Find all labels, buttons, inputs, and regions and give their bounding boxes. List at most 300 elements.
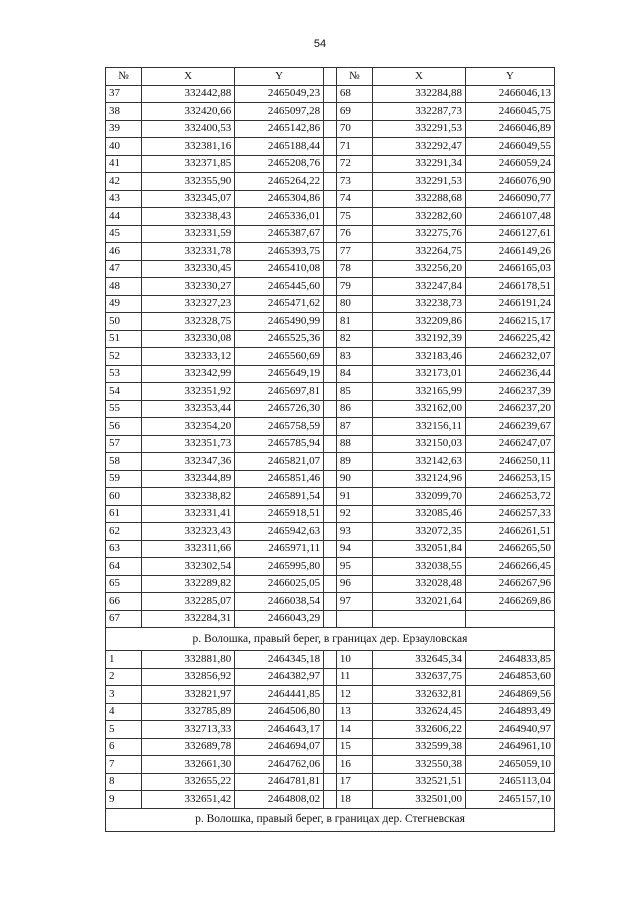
point-number: 87 (336, 418, 372, 436)
column-gap (324, 155, 337, 173)
column-gap (324, 225, 337, 243)
section-title-row (106, 808, 555, 831)
y-coordinate: 2465157,10 (466, 791, 555, 809)
column-gap (324, 773, 337, 791)
table-row (106, 173, 555, 191)
table-row (106, 505, 555, 523)
column-gap (324, 610, 337, 628)
table-row (106, 278, 555, 296)
column-gap (324, 488, 337, 506)
table-row (106, 155, 555, 173)
x-coordinate: 332637,75 (372, 668, 465, 686)
y-coordinate: 2466265,50 (466, 540, 555, 558)
y-coordinate: 2466107,48 (466, 208, 555, 226)
point-number: 45 (106, 225, 142, 243)
y-coordinate: 2466225,42 (466, 330, 555, 348)
table-row (106, 453, 555, 471)
x-coordinate: 332351,73 (142, 435, 235, 453)
y-coordinate: 2465113,04 (466, 773, 555, 791)
column-gap (324, 791, 337, 809)
y-coordinate: 2464506,80 (235, 703, 324, 721)
y-coordinate: 2465049,23 (235, 85, 324, 103)
y-coordinate: 2466025,05 (235, 575, 324, 593)
x-coordinate: 332256,20 (372, 260, 465, 278)
table-row (106, 348, 555, 366)
table-row (106, 610, 555, 628)
table-row (106, 651, 555, 669)
y-coordinate: 2465697,81 (235, 383, 324, 401)
x-coordinate: 332291,34 (372, 155, 465, 173)
x-coordinate: 332606,22 (372, 721, 465, 739)
point-number: 58 (106, 453, 142, 471)
point-number: 55 (106, 400, 142, 418)
column-gap (324, 313, 337, 331)
column-gap (324, 85, 337, 103)
y-coordinate: 2466257,33 (466, 505, 555, 523)
x-coordinate: 332521,51 (372, 773, 465, 791)
column-gap (324, 470, 337, 488)
point-number: 91 (336, 488, 372, 506)
y-coordinate: 2464940,97 (466, 721, 555, 739)
y-coordinate: 2465649,19 (235, 365, 324, 383)
y-coordinate: 2466266,45 (466, 558, 555, 576)
y-coordinate: 2465851,46 (235, 470, 324, 488)
y-coordinate: 2465142,86 (235, 120, 324, 138)
point-number: 84 (336, 365, 372, 383)
x-coordinate: 332247,84 (372, 278, 465, 296)
x-coordinate: 332371,85 (142, 155, 235, 173)
x-coordinate: 332333,12 (142, 348, 235, 366)
point-number: 90 (336, 470, 372, 488)
y-coordinate: 2465758,59 (235, 418, 324, 436)
y-coordinate: 2466269,86 (466, 593, 555, 611)
column-gap (324, 453, 337, 471)
column-gap (324, 523, 337, 541)
y-coordinate: 2465726,30 (235, 400, 324, 418)
y-coordinate: 2465208,76 (235, 155, 324, 173)
x-coordinate: 332264,75 (372, 243, 465, 261)
table-row (106, 365, 555, 383)
point-number: 40 (106, 138, 142, 156)
x-coordinate: 332288,68 (372, 190, 465, 208)
y-coordinate: 2466236,44 (466, 365, 555, 383)
x-coordinate: 332156,11 (372, 418, 465, 436)
y-coordinate: 2464441,85 (235, 686, 324, 704)
block2-body (106, 651, 555, 809)
x-coordinate: 332302,54 (142, 558, 235, 576)
table-row (106, 773, 555, 791)
point-number: 69 (336, 103, 372, 121)
x-coordinate: 332142,63 (372, 453, 465, 471)
x-coordinate: 332785,89 (142, 703, 235, 721)
point-number: 53 (106, 365, 142, 383)
y-coordinate: 2465387,67 (235, 225, 324, 243)
table-row (106, 703, 555, 721)
table-row (106, 540, 555, 558)
point-number: 97 (336, 593, 372, 611)
y-coordinate: 2466239,67 (466, 418, 555, 436)
column-gap (324, 756, 337, 774)
point-number: 66 (106, 593, 142, 611)
point-number: 39 (106, 120, 142, 138)
page-number: 54 (313, 38, 327, 50)
point-number: 2 (106, 668, 142, 686)
column-gap (324, 400, 337, 418)
x-coordinate: 332599,38 (372, 738, 465, 756)
x-coordinate: 332881,80 (142, 651, 235, 669)
x-coordinate: 332347,36 (142, 453, 235, 471)
point-number: 88 (336, 435, 372, 453)
point-number: 4 (106, 703, 142, 721)
point-number: 51 (106, 330, 142, 348)
x-coordinate: 332099,70 (372, 488, 465, 506)
y-coordinate: 2465304,86 (235, 190, 324, 208)
table-row (106, 523, 555, 541)
y-coordinate: 2465264,22 (235, 173, 324, 191)
table-row (106, 593, 555, 611)
y-coordinate: 2466038,54 (235, 593, 324, 611)
table-row (106, 85, 555, 103)
column-gap (324, 738, 337, 756)
point-number: 17 (336, 773, 372, 791)
y-coordinate: 2466250,11 (466, 453, 555, 471)
y-coordinate: 2464781,81 (235, 773, 324, 791)
y-coordinate: 2465059,10 (466, 756, 555, 774)
x-coordinate: 332353,44 (142, 400, 235, 418)
x-coordinate: 332038,55 (372, 558, 465, 576)
x-coordinate: 332284,31 (142, 610, 235, 628)
column-gap (324, 138, 337, 156)
x-coordinate: 332165,99 (372, 383, 465, 401)
y-coordinate: 2466232,07 (466, 348, 555, 366)
y-coordinate: 2465891,54 (235, 488, 324, 506)
table-row (106, 225, 555, 243)
point-number: 49 (106, 295, 142, 313)
column-gap (324, 120, 337, 138)
y-coordinate: 2466127,61 (466, 225, 555, 243)
x-coordinate: 332381,16 (142, 138, 235, 156)
block1-body (106, 85, 555, 628)
y-coordinate: 2466043,29 (235, 610, 324, 628)
x-coordinate: 332345,07 (142, 190, 235, 208)
y-coordinate: 2464893,49 (466, 703, 555, 721)
y-coordinate: 2466261,51 (466, 523, 555, 541)
point-number: 46 (106, 243, 142, 261)
column-gap (324, 540, 337, 558)
x-coordinate: 332021,64 (372, 593, 465, 611)
x-coordinate: 332291,53 (372, 173, 465, 191)
point-number: 76 (336, 225, 372, 243)
point-number: 96 (336, 575, 372, 593)
x-coordinate: 332292,47 (372, 138, 465, 156)
table-row (106, 138, 555, 156)
header-x: X (372, 68, 465, 86)
section-title-row (106, 628, 555, 651)
point-number: 73 (336, 173, 372, 191)
table-row (106, 488, 555, 506)
point-number: 92 (336, 505, 372, 523)
column-gap (324, 575, 337, 593)
point-number: 11 (336, 668, 372, 686)
x-coordinate: 332209,86 (372, 313, 465, 331)
point-number: 71 (336, 138, 372, 156)
x-coordinate: 332284,88 (372, 85, 465, 103)
y-coordinate: 2464833,85 (466, 651, 555, 669)
point-number: 10 (336, 651, 372, 669)
point-number: 89 (336, 453, 372, 471)
column-gap (324, 260, 337, 278)
y-coordinate: 2465971,11 (235, 540, 324, 558)
column-gap (324, 243, 337, 261)
y-coordinate: 2466237,20 (466, 400, 555, 418)
point-number: 60 (106, 488, 142, 506)
y-coordinate: 2465445,60 (235, 278, 324, 296)
column-gap (324, 418, 337, 436)
x-coordinate: 332501,00 (372, 791, 465, 809)
x-coordinate: 332689,78 (142, 738, 235, 756)
x-coordinate: 332238,73 (372, 295, 465, 313)
x-coordinate: 332624,45 (372, 703, 465, 721)
point-number: 18 (336, 791, 372, 809)
point-number: 80 (336, 295, 372, 313)
table-row (106, 103, 555, 121)
point-number: 38 (106, 103, 142, 121)
point-number: 74 (336, 190, 372, 208)
y-coordinate: 2464961,10 (466, 738, 555, 756)
point-number: 82 (336, 330, 372, 348)
x-coordinate: 332856,92 (142, 668, 235, 686)
y-coordinate: 2466045,75 (466, 103, 555, 121)
column-gap (324, 651, 337, 669)
y-coordinate: 2465525,36 (235, 330, 324, 348)
table-row (106, 400, 555, 418)
y-coordinate: 2465995,80 (235, 558, 324, 576)
table-row (106, 558, 555, 576)
table-row (106, 243, 555, 261)
point-number: 68 (336, 85, 372, 103)
x-coordinate: 332651,42 (142, 791, 235, 809)
x-coordinate: 332713,33 (142, 721, 235, 739)
y-coordinate: 2464869,56 (466, 686, 555, 704)
x-coordinate: 332645,34 (372, 651, 465, 669)
point-number: 47 (106, 260, 142, 278)
point-number: 5 (106, 721, 142, 739)
point-number: 42 (106, 173, 142, 191)
point-number: 65 (106, 575, 142, 593)
y-coordinate: 2466149,26 (466, 243, 555, 261)
y-coordinate: 2465393,75 (235, 243, 324, 261)
table-row (106, 383, 555, 401)
x-coordinate: 332327,23 (142, 295, 235, 313)
x-coordinate: 332183,46 (372, 348, 465, 366)
point-number: 81 (336, 313, 372, 331)
section-title: р. Волошка, правый берег, в границах дер. Стегневская (106, 808, 555, 831)
table-row (106, 435, 555, 453)
column-gap (324, 330, 337, 348)
x-coordinate: 332162,00 (372, 400, 465, 418)
y-coordinate: 2465942,63 (235, 523, 324, 541)
x-coordinate: 332311,66 (142, 540, 235, 558)
x-coordinate: 332338,43 (142, 208, 235, 226)
table-row (106, 470, 555, 488)
y-coordinate: 2464694,07 (235, 738, 324, 756)
x-coordinate: 332344,89 (142, 470, 235, 488)
table-header-row (106, 68, 555, 86)
y-coordinate: 2465097,28 (235, 103, 324, 121)
column-gap (324, 278, 337, 296)
point-number: 64 (106, 558, 142, 576)
y-coordinate: 2464808,02 (235, 791, 324, 809)
y-coordinate: 2466059,24 (466, 155, 555, 173)
point-number: 41 (106, 155, 142, 173)
x-coordinate (372, 610, 465, 628)
point-number: 61 (106, 505, 142, 523)
y-coordinate: 2465336,01 (235, 208, 324, 226)
x-coordinate: 332330,27 (142, 278, 235, 296)
y-coordinate: 2466076,90 (466, 173, 555, 191)
column-gap (324, 383, 337, 401)
column-gap (324, 505, 337, 523)
x-coordinate: 332289,82 (142, 575, 235, 593)
table-row (106, 686, 555, 704)
x-coordinate: 332291,53 (372, 120, 465, 138)
y-coordinate: 2466253,72 (466, 488, 555, 506)
point-number: 72 (336, 155, 372, 173)
y-coordinate: 2465471,62 (235, 295, 324, 313)
y-coordinate: 2465918,51 (235, 505, 324, 523)
point-number: 14 (336, 721, 372, 739)
point-number: 52 (106, 348, 142, 366)
column-gap (324, 365, 337, 383)
y-coordinate: 2465560,69 (235, 348, 324, 366)
y-coordinate: 2466237,39 (466, 383, 555, 401)
x-coordinate: 332330,08 (142, 330, 235, 348)
x-coordinate: 332351,92 (142, 383, 235, 401)
table-row (106, 120, 555, 138)
point-number: 63 (106, 540, 142, 558)
y-coordinate: 2466090,77 (466, 190, 555, 208)
x-coordinate: 332051,84 (372, 540, 465, 558)
point-number: 93 (336, 523, 372, 541)
x-coordinate: 332287,73 (372, 103, 465, 121)
point-number: 94 (336, 540, 372, 558)
y-coordinate: 2466247,07 (466, 435, 555, 453)
y-coordinate: 2465188,44 (235, 138, 324, 156)
point-number: 1 (106, 651, 142, 669)
point-number: 62 (106, 523, 142, 541)
x-coordinate: 332338,82 (142, 488, 235, 506)
table-row (106, 295, 555, 313)
column-gap (324, 103, 337, 121)
x-coordinate: 332331,41 (142, 505, 235, 523)
table-row (106, 738, 555, 756)
x-coordinate: 332328,75 (142, 313, 235, 331)
header-y: Y (466, 68, 555, 86)
column-gap (324, 703, 337, 721)
table-row (106, 668, 555, 686)
point-number: 78 (336, 260, 372, 278)
x-coordinate: 332085,46 (372, 505, 465, 523)
point-number: 59 (106, 470, 142, 488)
column-gap (324, 558, 337, 576)
x-coordinate: 332655,22 (142, 773, 235, 791)
x-coordinate: 332282,60 (372, 208, 465, 226)
x-coordinate: 332632,81 (372, 686, 465, 704)
point-number: 8 (106, 773, 142, 791)
y-coordinate: 2464382,97 (235, 668, 324, 686)
y-coordinate: 2464643,17 (235, 721, 324, 739)
y-coordinate: 2466191,24 (466, 295, 555, 313)
point-number: 77 (336, 243, 372, 261)
y-coordinate (466, 610, 555, 628)
point-number: 83 (336, 348, 372, 366)
point-number: 15 (336, 738, 372, 756)
table-row (106, 313, 555, 331)
x-coordinate: 332028,48 (372, 575, 465, 593)
y-coordinate: 2466049,55 (466, 138, 555, 156)
x-coordinate: 332342,99 (142, 365, 235, 383)
point-number: 37 (106, 85, 142, 103)
point-number: 95 (336, 558, 372, 576)
x-coordinate: 332285,07 (142, 593, 235, 611)
point-number (336, 610, 372, 628)
x-coordinate: 332330,45 (142, 260, 235, 278)
y-coordinate: 2464762,06 (235, 756, 324, 774)
table-row (106, 208, 555, 226)
x-coordinate: 332400,53 (142, 120, 235, 138)
column-gap (324, 668, 337, 686)
x-coordinate: 332173,01 (372, 365, 465, 383)
section-title: р. Волошка, правый берег, в границах дер. Ерзауловская (106, 628, 555, 651)
point-number: 48 (106, 278, 142, 296)
column-gap (324, 686, 337, 704)
x-coordinate: 332192,39 (372, 330, 465, 348)
table-row (106, 575, 555, 593)
y-coordinate: 2466215,17 (466, 313, 555, 331)
table-row (106, 260, 555, 278)
x-coordinate: 332661,30 (142, 756, 235, 774)
column-gap (324, 593, 337, 611)
x-coordinate: 332550,38 (372, 756, 465, 774)
y-coordinate: 2466267,96 (466, 575, 555, 593)
point-number: 75 (336, 208, 372, 226)
x-coordinate: 332355,90 (142, 173, 235, 191)
header-x: X (142, 68, 235, 86)
point-number: 43 (106, 190, 142, 208)
y-coordinate: 2465821,07 (235, 453, 324, 471)
point-number: 85 (336, 383, 372, 401)
column-gap (324, 208, 337, 226)
table-row (106, 721, 555, 739)
x-coordinate: 332331,78 (142, 243, 235, 261)
point-number: 50 (106, 313, 142, 331)
x-coordinate: 332420,66 (142, 103, 235, 121)
y-coordinate: 2464345,18 (235, 651, 324, 669)
header-no: № (336, 68, 372, 86)
section3 (106, 808, 555, 831)
y-coordinate: 2466178,51 (466, 278, 555, 296)
point-number: 56 (106, 418, 142, 436)
y-coordinate: 2466253,15 (466, 470, 555, 488)
column-gap (324, 173, 337, 191)
point-number: 54 (106, 383, 142, 401)
point-number: 16 (336, 756, 372, 774)
coordinates-table (105, 67, 555, 832)
header-y: Y (235, 68, 324, 86)
point-number: 6 (106, 738, 142, 756)
point-number: 79 (336, 278, 372, 296)
x-coordinate: 332323,43 (142, 523, 235, 541)
